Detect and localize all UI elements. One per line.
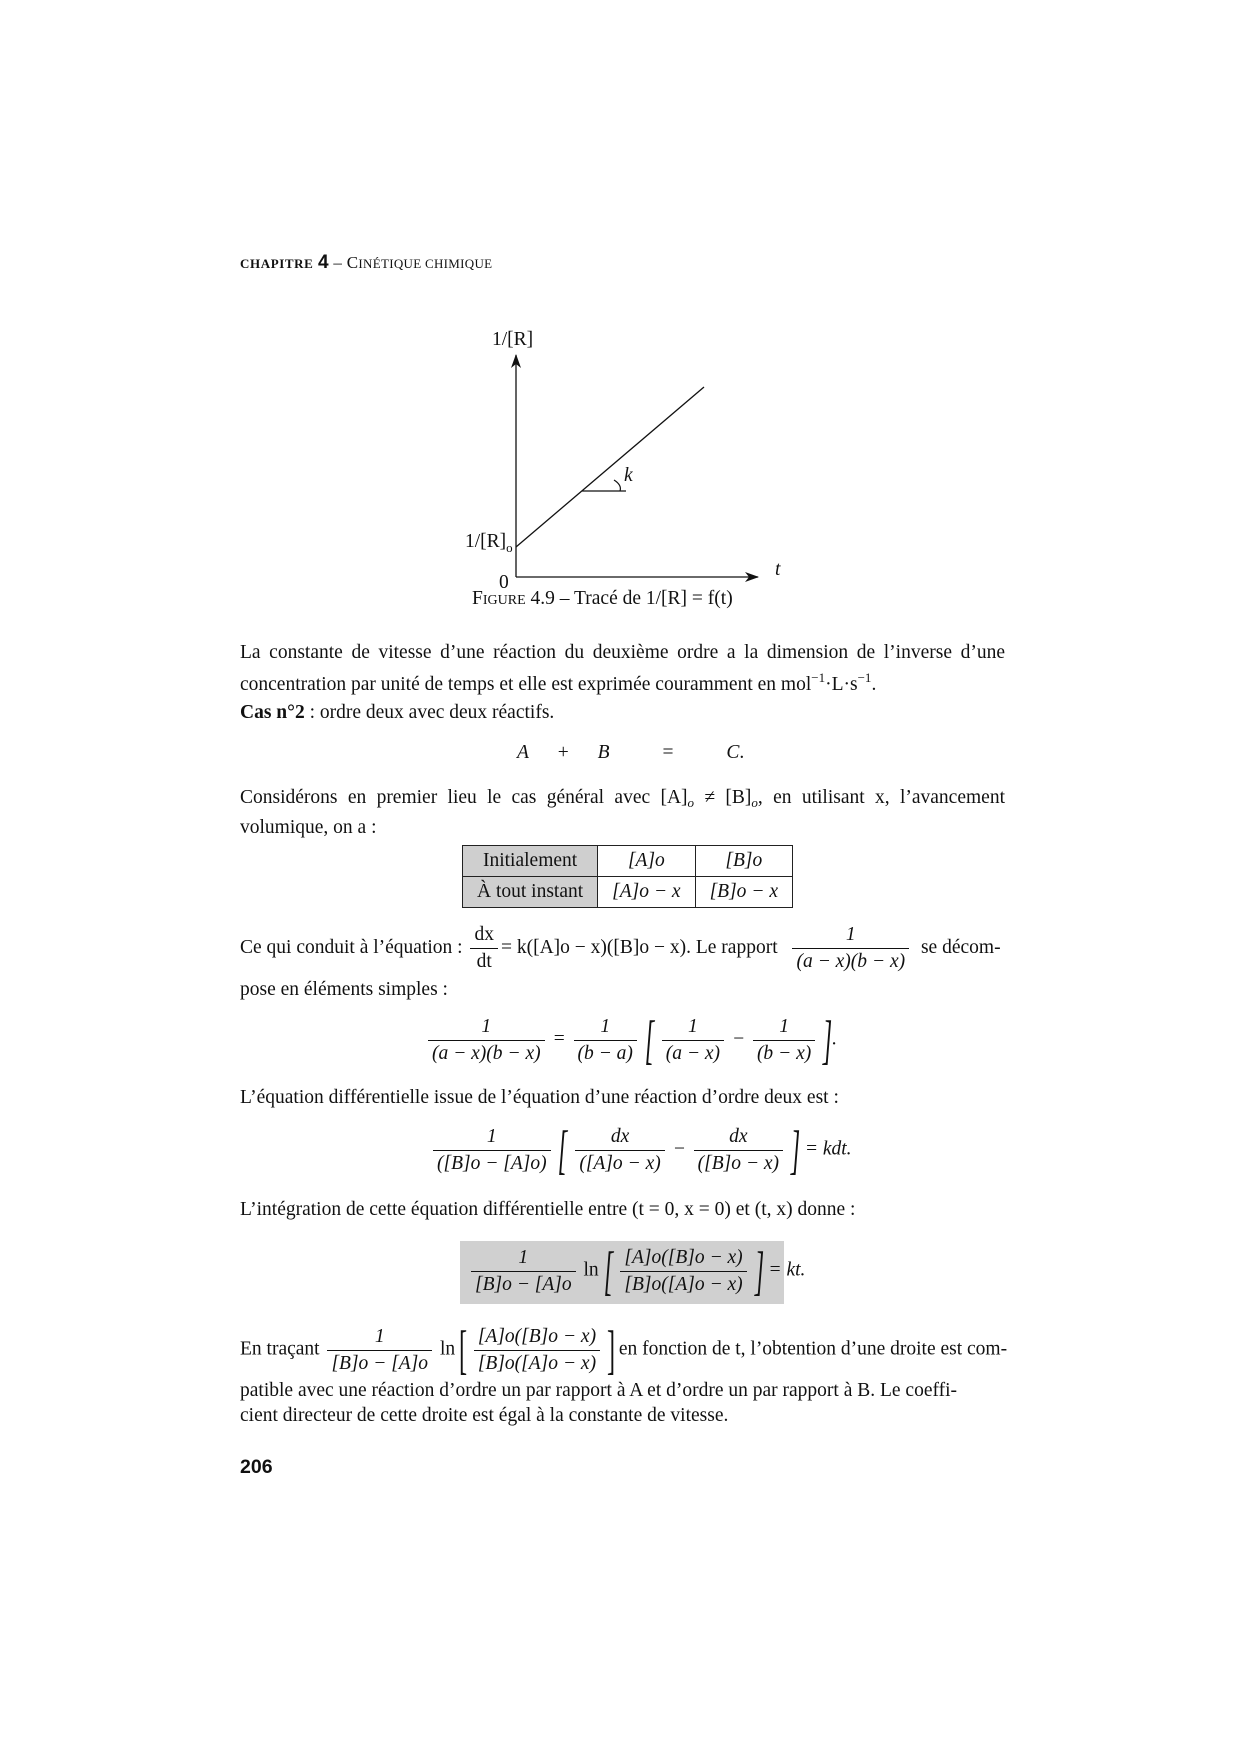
para3-text: Ce qui conduit à l’équation : bbox=[240, 936, 463, 958]
origin-label: 0 bbox=[499, 572, 509, 590]
para6-line2: patible avec une réaction d’ordre un par rapport à A et d’ordre un par rapport à B. Le coeffi- bbox=[240, 1380, 958, 1401]
fraction bbox=[428, 1014, 545, 1067]
figure-plot bbox=[440, 325, 800, 590]
fraction-denominator: (b − x) bbox=[756, 1042, 812, 1064]
para2-sub-2: o bbox=[751, 795, 758, 810]
paragraph-differential-equation: L’équation différentielle issue de l’équation d’une réaction d’ordre deux est : bbox=[240, 1087, 839, 1108]
para6-text: En traçant bbox=[240, 1338, 320, 1360]
paragraph-integration: L’intégration de cette équation différentielle entre (t = 0, x = 0) et (t, x) donne : bbox=[240, 1199, 856, 1220]
fraction-numerator: dx bbox=[694, 1124, 783, 1151]
fraction-denominator: ([A]o − x) bbox=[579, 1152, 661, 1174]
para2-sub-1: o bbox=[687, 795, 695, 810]
fraction-numerator: 1 bbox=[471, 1245, 576, 1272]
para6-end: en fonction de t, l’obtention d’une droite est com- bbox=[618, 1338, 1008, 1360]
fraction-denominator: ([B]o − [A]o) bbox=[437, 1152, 547, 1174]
table-cell: [A]o − x bbox=[598, 877, 695, 908]
fraction bbox=[662, 1014, 724, 1067]
fraction bbox=[753, 1014, 815, 1067]
fraction-numerator: [A]o([B]o − x) bbox=[474, 1324, 600, 1351]
fraction-numerator: 1 bbox=[792, 922, 909, 949]
fraction bbox=[694, 1124, 783, 1177]
equals-sign: = bbox=[552, 1028, 566, 1050]
fraction-ratio bbox=[792, 922, 909, 975]
fraction-numerator: dx bbox=[470, 922, 498, 949]
reaction-equals: = bbox=[662, 742, 674, 763]
figure-caption bbox=[472, 588, 733, 610]
fraction-denominator: [B]o([A]o − x) bbox=[477, 1352, 597, 1374]
fraction bbox=[620, 1245, 746, 1298]
fraction bbox=[327, 1324, 432, 1377]
right-bracket: ] bbox=[606, 1320, 615, 1380]
para1-exponent-2: −1 bbox=[857, 670, 872, 685]
fraction bbox=[474, 1324, 600, 1377]
caption-figure-word: IGURE bbox=[482, 593, 526, 608]
intercept-label bbox=[465, 531, 513, 555]
chapter-title: INÉTIQUE CHIMIQUE bbox=[358, 256, 493, 271]
running-header bbox=[240, 252, 492, 274]
concentration-table bbox=[462, 845, 793, 908]
paragraph-rate-equation bbox=[240, 922, 1001, 975]
para1-unit: ·L·s bbox=[825, 674, 858, 695]
para3-end: se décom- bbox=[920, 936, 1001, 958]
fraction-denominator: (b − a) bbox=[577, 1042, 633, 1064]
left-bracket: [ bbox=[558, 1120, 568, 1180]
table-cell: [A]o bbox=[598, 846, 695, 877]
fraction bbox=[574, 1014, 637, 1067]
paragraph-plot-interpretation bbox=[240, 1320, 1008, 1380]
intercept-text: 1/[R] bbox=[465, 531, 507, 552]
equation-partial-fractions bbox=[425, 1010, 838, 1070]
para3-line2: pose en éléments simples : bbox=[240, 979, 448, 1000]
y-axis-label: 1/[R] bbox=[492, 329, 534, 350]
para6-line3: cient directeur de cette droite est égal à la constante de vitesse. bbox=[240, 1405, 729, 1426]
left-bracket: [ bbox=[458, 1320, 468, 1380]
fraction-denominator: (a − x)(b − x) bbox=[432, 1042, 541, 1064]
fraction-numerator: 1 bbox=[662, 1014, 724, 1041]
fraction-denominator: (a − x)(b − x) bbox=[796, 951, 906, 972]
fraction-numerator: dx bbox=[575, 1124, 664, 1151]
para1-end: . bbox=[871, 674, 877, 695]
para2-neq: ≠ [B] bbox=[694, 787, 752, 808]
product-c: C bbox=[726, 742, 740, 763]
equation-rhs: = kdt. bbox=[804, 1138, 852, 1160]
fraction-numerator: 1 bbox=[574, 1014, 637, 1041]
left-bracket: [ bbox=[644, 1010, 655, 1070]
fraction-dx-dt bbox=[470, 922, 498, 975]
left-bracket: [ bbox=[603, 1241, 613, 1301]
slope-angle-arc bbox=[614, 480, 620, 491]
intercept-subscript: o bbox=[506, 540, 513, 555]
equation-end: . bbox=[832, 1028, 838, 1050]
case-heading bbox=[240, 700, 1005, 725]
para1-exponent-1: −1 bbox=[811, 670, 826, 685]
table-cell: Initialement bbox=[463, 846, 598, 877]
x-axis-label: t bbox=[775, 559, 781, 580]
fraction-denominator: (a − x) bbox=[665, 1042, 721, 1064]
paragraph-general-case bbox=[240, 785, 1005, 840]
fraction-numerator: 1 bbox=[433, 1124, 551, 1151]
paragraph-rate-constant bbox=[240, 640, 1005, 697]
chapter-word: CHAPITRE bbox=[240, 256, 314, 271]
para3-equation: = k([A]o − x)([B]o − x). Le rapport bbox=[500, 936, 778, 958]
ln-operator: ln bbox=[439, 1338, 456, 1360]
fraction bbox=[575, 1124, 664, 1177]
table-row bbox=[463, 846, 793, 877]
minus-sign: − bbox=[672, 1138, 686, 1160]
reaction-dot: . bbox=[739, 742, 745, 763]
fraction-denominator: [B]o − [A]o bbox=[475, 1273, 572, 1295]
equation-integrated bbox=[468, 1241, 806, 1301]
caption-text: 4.9 – Tracé de 1/[R] = f(t) bbox=[525, 588, 733, 609]
fraction-denominator: dt bbox=[476, 951, 492, 972]
table-cell: À tout instant bbox=[463, 877, 598, 908]
fraction bbox=[433, 1124, 551, 1177]
right-bracket: ] bbox=[822, 1010, 833, 1070]
fraction-denominator: ([B]o − x) bbox=[697, 1152, 780, 1174]
right-bracket: ] bbox=[754, 1241, 764, 1301]
fraction-numerator: 1 bbox=[753, 1014, 815, 1041]
chapter-title-initial: C bbox=[346, 253, 359, 272]
fraction bbox=[471, 1245, 576, 1298]
table-cell: [B]o − x bbox=[695, 877, 792, 908]
fraction-numerator: 1 bbox=[327, 1324, 432, 1351]
fraction-numerator: 1 bbox=[428, 1014, 545, 1041]
reactant-a: A bbox=[517, 742, 529, 763]
para1-text: La constante de vitesse d’une réaction du deuxième ordre a la dimension de l’inverse d’une concentration par unité de temps et elle est exprimée couramment en mol bbox=[240, 642, 1005, 695]
header-dash: – bbox=[328, 253, 347, 272]
equation-rhs: = kt. bbox=[768, 1259, 806, 1281]
table-cell: [B]o bbox=[695, 846, 792, 877]
reaction-plus: + bbox=[557, 742, 569, 763]
caption-initial: F bbox=[472, 588, 483, 609]
ln-operator: ln bbox=[583, 1259, 599, 1281]
right-bracket: ] bbox=[790, 1120, 801, 1180]
minus-sign: − bbox=[731, 1028, 746, 1050]
table-row bbox=[463, 877, 793, 908]
fraction-denominator: [B]o − [A]o bbox=[331, 1352, 429, 1374]
reaction-equation bbox=[517, 742, 744, 764]
chapter-number: 4 bbox=[317, 252, 329, 273]
para2-text: Considérons en premier lieu le cas général avec [A] bbox=[240, 787, 688, 808]
case-text: : ordre deux avec deux réactifs. bbox=[304, 702, 555, 723]
para2-end: , en utilisant x, l’avancement volumique, on a : bbox=[240, 787, 1005, 838]
slope-label: k bbox=[624, 465, 633, 486]
fraction-numerator: [A]o([B]o − x) bbox=[620, 1245, 746, 1272]
fraction-denominator: [B]o([A]o − x) bbox=[624, 1273, 743, 1295]
regression-line bbox=[516, 387, 704, 547]
equation-differential bbox=[430, 1120, 852, 1180]
page-number: 206 bbox=[240, 1456, 273, 1478]
reactant-b: B bbox=[597, 742, 610, 763]
case-label: Cas n°2 bbox=[240, 702, 305, 723]
